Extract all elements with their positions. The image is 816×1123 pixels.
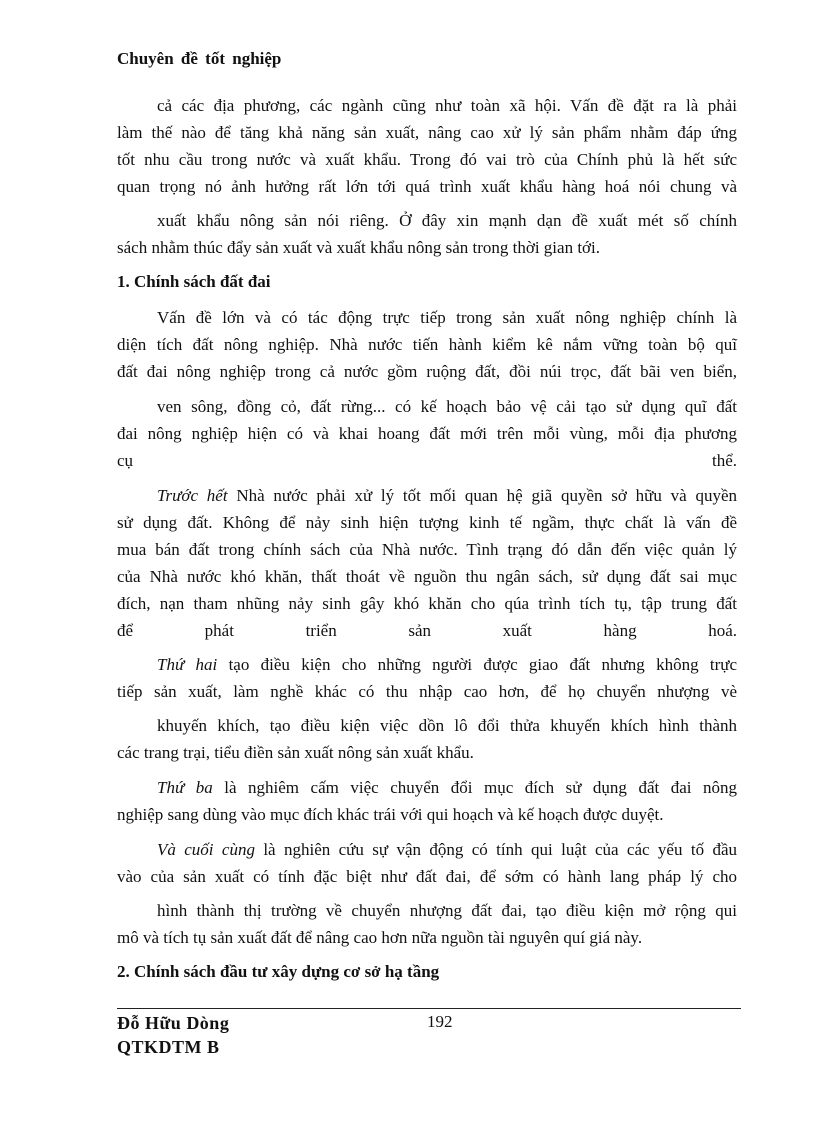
text-line: của Nhà nước khó khăn, thất thoát về nguồn thu ngân sách, sử dụng đất sai mục [117,567,737,586]
emphasis-text: Thứ hai [157,655,218,674]
text-line: diện tích đất nông nghiệp. Nhà nước tiến hành kiểm kê nắm vững toàn bộ quĩ [117,335,737,354]
footer-class-code: QTKDTM B [117,1037,220,1057]
text-line: xuất khẩu nông sản nói riêng. Ở đây xin mạnh dạn đề xuất mét số chính [157,211,737,230]
text-line: tiếp sản xuất, làm nghề khác có thu nhập cao hơn, để họ chuyển nhượng vè [117,682,737,701]
text-line: cụ thể. [117,451,737,470]
section-heading: 1. Chính sách đất đai [117,272,271,291]
footer-divider [117,1008,741,1009]
text-line: đai nông nghiệp hiện có và khai hoang đất mới trên mỗi vùng, mỗi địa phương [117,424,737,443]
emphasis-text: Trước hết [157,486,228,505]
text-line: sử dụng đất. Không để nảy sinh hiện tượng kinh tế ngầm, thực chất là vấn đề [117,513,737,532]
text-line: cả các địa phương, các ngành cũng như toàn xã hội. Vấn đề đặt ra là phải [157,96,737,115]
text-line: sách nhằm thúc đẩy sản xuất và xuất khẩu nông sản trong thời gian tới. [117,238,601,257]
text-line: làm thế nào để tăng khả năng sản xuất, nâng cao xử lý sản phẩm nhằm đáp ứng [117,123,737,142]
footer-author: Đỗ Hữu Dòng [117,1013,230,1033]
text-line: mua bán đất trong chính sách của Nhà nước. Tình trạng đó dẫn đến việc quản lý [117,540,737,559]
emphasis-text: Thứ ba [157,778,213,797]
text-line: Và cuối cùng là nghiên cứu sự vận động có tính qui luật của các yếu tố đầu [157,840,737,859]
text-line: các trang trại, tiểu điền sản xuất nông sản xuất khẩu. [117,743,474,762]
emphasis-text: Và cuối cùng [157,840,255,859]
text-line: Thứ ba là nghiêm cấm việc chuyển đổi mục đích sử dụng đất đai nông [157,778,738,797]
page-header-title: Chuyên đề tốt nghiệp [117,49,282,68]
text-line: ven sông, đồng cỏ, đất rừng... có kế hoạch bảo vệ cải tạo sử dụng quĩ đất [157,397,737,416]
text-line: Vấn đề lớn và có tác động trực tiếp trong sản xuất nông nghiệp chính là [157,308,737,327]
text-line: quan trọng nó ảnh hưởng rất lớn tới quá trình xuất khẩu hàng hoá nói chung và [117,177,737,196]
section-heading: 2. Chính sách đầu tư xây dựng cơ sở hạ tầng [117,962,440,981]
text-line: để phát triển sản xuất hàng hoá. [117,621,737,640]
text-line: đất đai nông nghiệp trong cả nước gồm ruộng đất, đồi núi trọc, đất bãi ven biển, [117,362,737,381]
text-line: Trước hết Nhà nước phải xử lý tốt mối quan hệ giã quyền sở hữu và quyền [157,486,738,505]
text-line: mô và tích tụ sản xuất đất để nâng cao hơn nữa nguồn tài nguyên quí giá này. [117,928,643,947]
text-line: đích, nạn tham nhũng nảy sinh gây khó khăn cho qúa trình tích tụ, tập trung đất [117,594,737,613]
page-number: 192 [427,1012,453,1031]
text-line: nghiệp sang dùng vào mục đích khác trái với qui hoạch và kế hoạch được duyệt. [117,805,664,824]
text-line: vào của sản xuất có tính đặc biệt như đất đai, để sớm có hành lang pháp lý cho [117,867,737,886]
text-line: tốt nhu cầu trong nước và xuất khẩu. Trong đó vai trò của Chính phủ là hết sức [117,150,737,169]
text-line: Thứ hai tạo điều kiện cho những người được giao đất nhưng không trực [157,655,738,674]
text-line: khuyến khích, tạo điều kiện việc dồn lô đổi thửa khuyến khích hình thành [157,716,737,735]
text-line: hình thành thị trường về chuyển nhượng đất đai, tạo điều kiện mở rộng qui [157,901,737,920]
